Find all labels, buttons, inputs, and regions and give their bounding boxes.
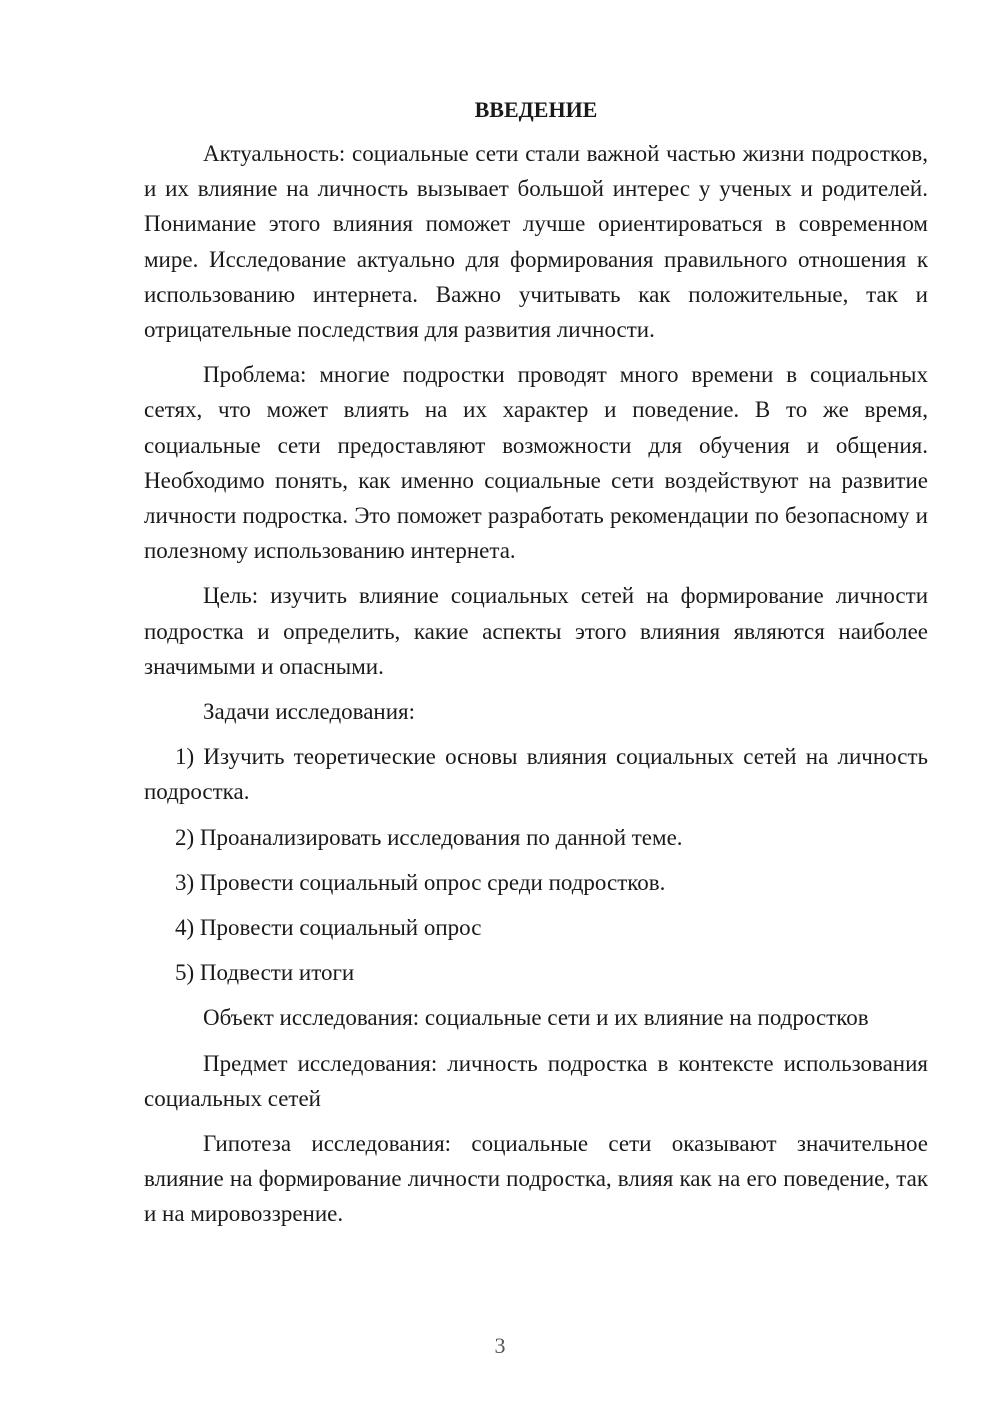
object-paragraph: Объект исследования: социальные сети и их влияние на подростков bbox=[203, 1005, 869, 1031]
hypothesis-paragraph: Гипотеза исследования: социальные сети оказывают значительное влияние на формирование личности подростка, влияя как на его поведение, так и на мировоззрение. bbox=[144, 1131, 928, 1227]
subject-paragraph: Предмет исследования: личность подростка в контексте использования социальных сетей bbox=[144, 1050, 928, 1111]
problem-paragraph: Проблема: многие подростки проводят много времени в социальных сетях, что может влиять на их характер и поведение. В то же время, социальные сети предоставляют возможности для обучения и общения. Необходимо понять, как именно социальные сети воздействуют на развитие личности подростка. Это поможет разработать рекомендации по безопасному и полезному использованию интернета. bbox=[144, 362, 928, 564]
page-number: 3 bbox=[494, 1333, 506, 1358]
task-item-5: 5) Подвести итоги bbox=[175, 960, 355, 986]
task-item-1: 1) Изучить теоретические основы влияния социальных сетей на личность подростка. bbox=[144, 744, 928, 805]
tasks-heading: Задачи исследования: bbox=[203, 699, 416, 725]
section-title: ВВЕДЕНИЕ bbox=[474, 97, 598, 122]
goal-paragraph: Цель: изучить влияние социальных сетей на формирование личности подростка и определить, какие аспекты этого влияния являются наиболее значимыми и опасными. bbox=[144, 583, 928, 679]
page-body bbox=[144, 94, 928, 1242]
task-item-4: 4) Провести социальный опрос bbox=[175, 915, 482, 941]
task-item-2: 2) Проанализировать исследования по данной теме. bbox=[175, 824, 683, 850]
relevance-paragraph: Актуальность: социальные сети стали важной частью жизни подростков, и их влияние на личность вызывает большой интерес у ученых и родителей. Понимание этого влияния поможет лучше ориентироваться в современном мире. Исследование актуально для формирования правильного отношения к использованию интернета. Важно учитывать как положительные, так и отрицательные последствия для развития личности. bbox=[144, 141, 928, 343]
task-item-3: 3) Провести социальный опрос среди подростков. bbox=[175, 869, 666, 895]
